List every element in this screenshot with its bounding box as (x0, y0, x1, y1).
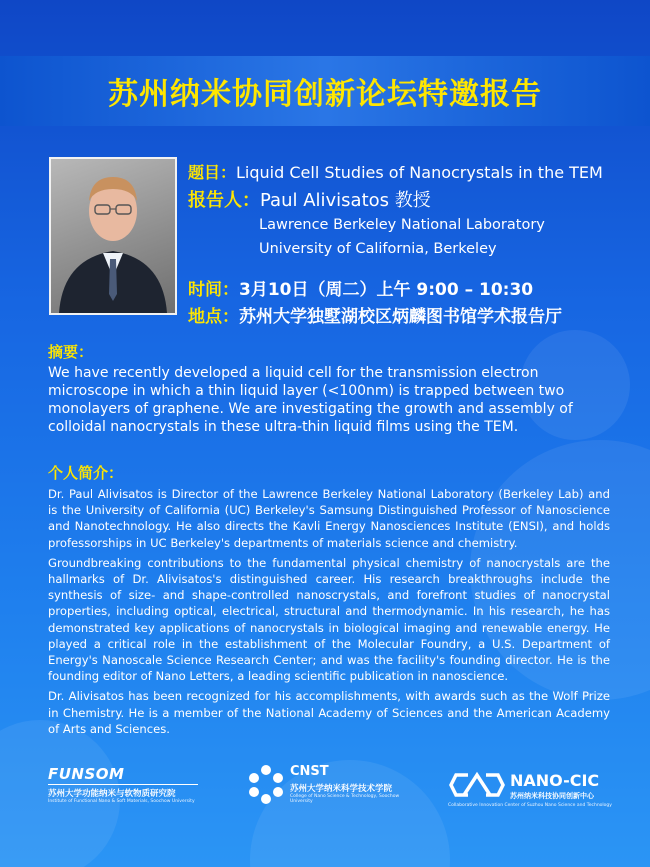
nanocic-loop-icon (448, 771, 506, 799)
cnst-name: CNST (290, 764, 329, 779)
funsom-logo (48, 765, 218, 804)
abstract-text: We have recently developed a liquid cell for the transmission electron microscope in which a thin liquid layer (<100nm) is trapped between two monolayers of graphene. We are investigating the growth and assembly of colloidal nanocrystals in these ultra-thin liquid films using the TEM. (48, 365, 573, 435)
nanocic-cn: 苏州纳米科技协同创新中心 (510, 792, 594, 800)
speaker-photo (49, 157, 177, 315)
bio-paragraph: Dr. Alivisatos has been recognized for his accomplishments, with awards such as the Wolf Prize in Chemistry. He is a member of the National Academy of Sciences and the American Academy of Arts and Sciences. (48, 689, 610, 736)
title-banner (0, 56, 650, 126)
funsom-name: FUNSOM (48, 765, 125, 783)
bio-section (48, 486, 610, 741)
time-line (188, 275, 533, 300)
poster-title: 苏州纳米协同创新论坛特邀报告 (108, 77, 542, 112)
topic-value: Liquid Cell Studies of Nanocrystals in the TEM (236, 163, 603, 182)
speaker-line (188, 186, 431, 212)
affiliation-1: Lawrence Berkeley National Laboratory (259, 217, 545, 233)
bio-heading: 个人简介： (48, 464, 124, 482)
topic-label: 题目： (188, 163, 237, 182)
place-label: 地点： (188, 307, 239, 327)
nanocic-en: Collaborative Innovation Center of Suzhou Nano Science and Technology (448, 803, 612, 808)
topic-line (188, 160, 603, 183)
cnst-en: College of Nano Science & Technology, Soochow University (290, 794, 400, 804)
affiliation-2: University of California, Berkeley (259, 241, 497, 257)
place-value: 苏州大学独墅湖校区炳麟图书馆学术报告厅 (239, 307, 562, 327)
speaker-label: 报告人： (188, 190, 260, 211)
funsom-cn: 苏州大学功能纳米与软物质研究院 (48, 789, 176, 799)
speaker-name: Paul Alivisatos 教授 (260, 190, 431, 211)
cnst-cn: 苏州大学纳米科学技术学院 (290, 784, 393, 794)
cnst-molecule-icon (248, 764, 284, 804)
time-value: 3月10日（周二）上午 9:00 – 10:30 (239, 280, 534, 300)
nanocic-name: NANO-CIC (510, 771, 600, 790)
bio-paragraph: Groundbreaking contributions to the fundamental physical chemistry of nanocrystals are the hallmarks of Dr. Alivisatos's distinguished career. His research breakthroughs include the synthesis of size- and shape-controlled nanoscrystals, and forefront studies of nanocrystal properties, including optical, electrical, structural and thermodynamic. In his research, he has demonstrated key applications of nanocrystals in biological imaging and renewable energy. He played a critical role in the establishment of the Molecular Foundry, a U.S. Department of Energy's Nanoscale Science Research Center; and was the facility's founding director. He is the founding editor of Nano Letters, a leading scientific publication in nanoscience. (48, 555, 610, 684)
place-line (188, 302, 562, 327)
time-label: 时间： (188, 280, 239, 300)
abstract-heading: 摘要： (48, 343, 94, 361)
bio-paragraph: Dr. Paul Alivisatos is Director of the Lawrence Berkeley National Laboratory (Berkeley Lab) and is the University of California (UC) Berkeley's Samsung Distinguished Professor of Nanoscience and Nanotechnology. He also directs the Kavli Energy Nanosciences Institute (ENSI), and holds professorships in UC Berkeley's departments of materials science and chemistry. (48, 487, 610, 550)
funsom-en: Institute of Functional Nano & Soft Materials, Soochow University (48, 799, 195, 804)
